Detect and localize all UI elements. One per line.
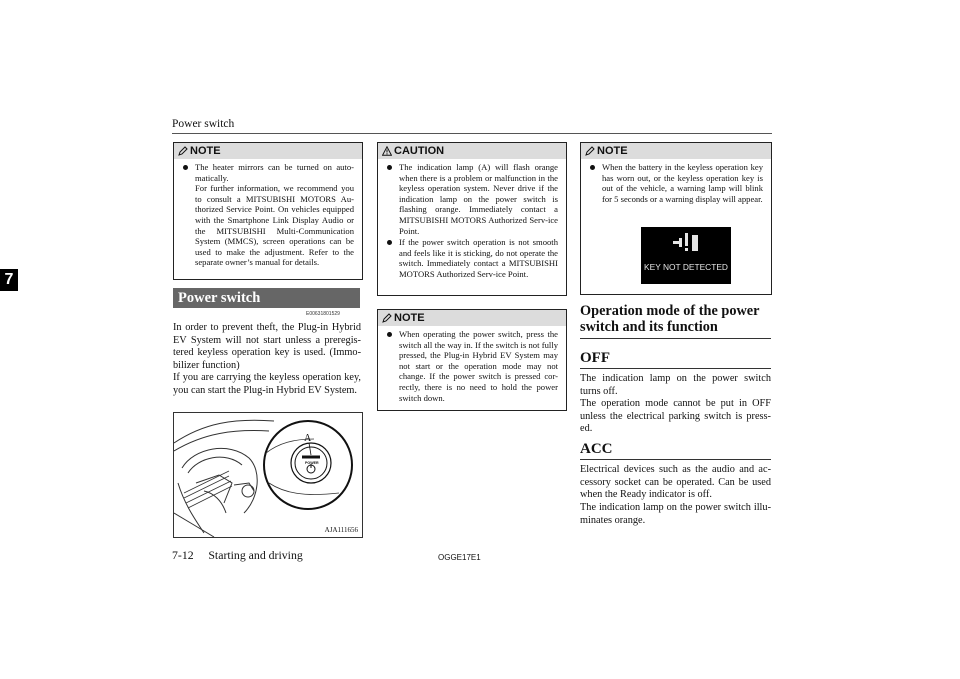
section-code: E00631801529 [306,311,340,317]
callout-label-a: A [304,433,312,444]
document-code: OGGE17E1 [438,553,481,562]
note-item [589,162,763,204]
caution-text: If the power switch operation is not smooth and feels like it is sticking, do not operate the switch. Immediately contact a MITSUBISHI MOTORS Authorized Serv-ice Point. [399,237,558,279]
acc-paragraph-1: Electrical devices such as the audio and ac-cessory socket can be operated. Can be used when the Ready indicator is off. [580,464,771,501]
caution-item [386,162,558,236]
section-title-bar: Power switch [173,288,360,308]
bullet-icon [387,332,392,337]
note-item [182,162,354,268]
bullet-icon [590,165,595,170]
display-text: KEY NOT DETECTED [644,262,728,272]
dashboard-illustration [174,413,362,537]
note-label: NOTE [597,145,628,157]
pencil-icon [178,146,188,156]
caution-text: The indication lamp (A) will flash orange when there is a problem or malfunction in the keyless operation system. Never drive if the indication lamp on the power switch is flashing orange. Immediately contact a MITSUBISHI MOTORS Authorized Serv-ice Point. [399,162,558,236]
mode-section-title: Operation mode of the power switch and its function [580,303,760,335]
bullet-icon [387,165,392,170]
note-item [386,329,558,403]
intro-paragraph-2: If you are carrying the keyless operation key, you can start the Plug-in Hybrid EV System. [173,372,361,396]
acc-paragraph-2: The indication lamp on the power switch illu-minates orange. [580,502,771,526]
chapter-tab: 7 [0,269,18,291]
page-number: 7-12 [172,548,194,562]
note-label: NOTE [190,145,221,157]
pencil-icon [382,313,392,323]
running-header: Power switch [172,118,235,130]
off-paragraph-1: The indication lamp on the power switch turns off. [580,373,771,397]
caution-header [378,143,566,159]
header-rule [172,133,772,134]
chapter-name: Starting and driving [208,548,303,562]
intro-paragraph-1: In order to prevent theft, the Plug-in Hybrid EV System will not start unless a preregis-tered keyless operation key is used. (Immo-bilizer function) [173,322,361,371]
note-text: When the battery in the keyless operation key has worn out, or the keyless operation key is out of the vehicle, a warning lamp will blink for 5 seconds or a warning display will appear. [602,162,763,204]
bullet-icon [183,165,188,170]
off-rule [580,368,771,369]
power-switch-figure [173,412,363,538]
bullet-icon [387,240,392,245]
note-header [378,310,566,326]
note-header [174,143,362,159]
pencil-icon [585,146,595,156]
note-box-pressing-switch [377,309,567,411]
caution-box [377,142,567,296]
key-warning-icon [641,227,731,261]
off-title: OFF [580,350,610,366]
caution-label: CAUTION [394,145,445,157]
page-footer [172,548,303,563]
note-box-heater-mirrors [173,142,363,280]
acc-rule [580,459,771,460]
caution-item [386,237,558,279]
off-paragraph-2: The operation mode cannot be put in OFF unless the electrical parking switch is press-ed. [580,398,771,435]
acc-title: ACC [580,441,613,457]
figure-code: AJA111656 [324,526,358,534]
note-header [581,143,771,159]
note-label: NOTE [394,312,425,324]
mode-section-rule [580,338,771,339]
note-text: The heater mirrors can be turned on auto-matically. For further information, we recommend you to consult a MITSUBISHI MOTORS Au-thorized Service Point. On vehicles equipped with the Smartphone Link Display Audio or the MITSUBISHI Multi-Communication System (MMCS), screen operations can be used to make the adjustment. Refer to the separate owner’s manual for details. [195,162,354,268]
note-text: When operating the power switch, press the switch all the way in. If the switch is not fully pressed, the Plug-in Hybrid EV System may not start or the operation mode may not change. If the power switch is pressed cor-rectly, there is no need to hold the power switch down. [399,329,558,403]
power-button-text: POWER [305,461,319,465]
key-not-detected-display [641,227,731,284]
warning-triangle-icon [382,146,392,156]
